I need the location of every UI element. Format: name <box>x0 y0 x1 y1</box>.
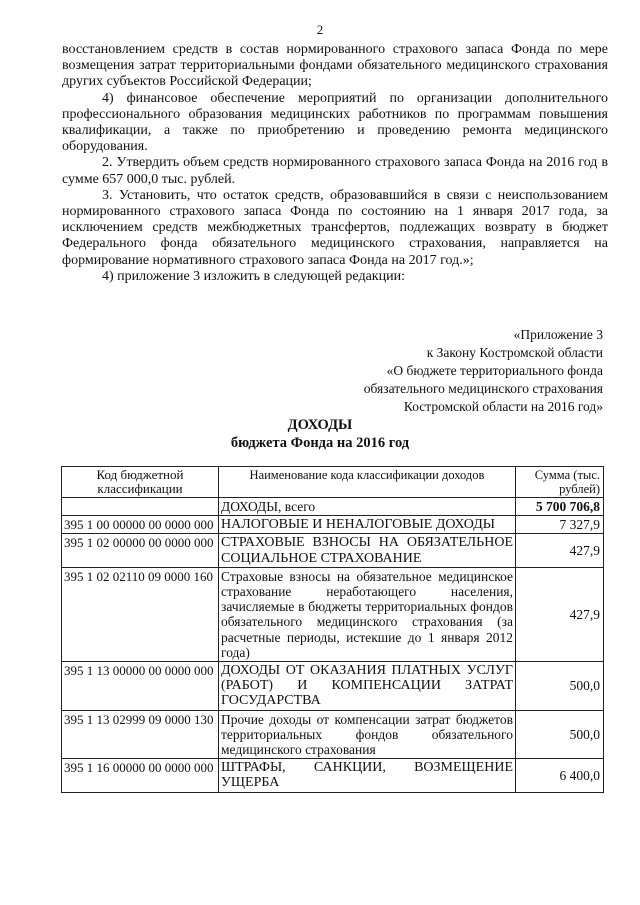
appendix-reference <box>303 326 603 416</box>
appendix-line: к Закону Костромской области <box>426 345 603 360</box>
appendix-line: Костромской области на 2016 год» <box>403 399 603 414</box>
table-row-total <box>62 498 604 516</box>
cell-code: 395 1 00 00000 00 0000 000 <box>62 516 219 534</box>
cell-sum: 427,9 <box>516 567 604 661</box>
cell-sum: 500,0 <box>516 662 604 711</box>
header-sum: Сумма (тыс. рублей) <box>516 467 604 498</box>
cell-sum: 500,0 <box>516 710 604 759</box>
cell-code: 395 1 13 02999 09 0000 130 <box>62 710 219 759</box>
document-body <box>62 42 608 285</box>
paragraph-clause-2: 2. Утвердить объем средств нормированного страхового запаса Фонда на 2016 год в сумме 657 000,0 тыс. рублей. <box>62 155 608 187</box>
paragraph-clause-3: 3. Установить, что остаток средств, образовавшийся в связи с неиспользованием нормированного страхового запаса Фонда по состоянию на 1 января 2017 года, за исключением средств межбюджетных трансфертов, подлежащих возврату в бюджет Федерального фонда обязательного медицинского страхования, направляется на формирование нормативного страхового запаса Фонда на 2017 год.»; <box>62 187 608 268</box>
cell-name: ДОХОДЫ ОТ ОКАЗАНИЯ ПЛАТНЫХ УСЛУГ (РАБОТ) И КОМПЕНСАЦИИ ЗАТРАТ ГОСУДАРСТВА <box>219 662 516 711</box>
cell-name: НАЛОГОВЫЕ И НЕНАЛОГОВЫЕ ДОХОДЫ <box>219 516 516 534</box>
cell-code: 395 1 13 00000 00 0000 000 <box>62 662 219 711</box>
appendix-line: «О бюджете территориального фонда <box>386 363 603 378</box>
paragraph-continuation: восстановлением средств в состав нормированного страхового запаса Фонда по мере возмещения затрат территориальными фондами обязательного медицинского страхования других субъектов Российской Федерации; <box>62 42 608 90</box>
page-number: 2 <box>316 22 324 37</box>
cell-sum: 427,9 <box>516 534 604 567</box>
cell-name: СТРАХОВЫЕ ВЗНОСЫ НА ОБЯЗАТЕЛЬНОЕ СОЦИАЛЬНОЕ СТРАХОВАНИЕ <box>219 534 516 567</box>
paragraph-appendix-intro: 4) приложение 3 изложить в следующей редакции: <box>102 268 405 284</box>
table-row <box>62 759 604 792</box>
table-header-row <box>62 467 604 498</box>
cell-sum: 7 327,9 <box>516 516 604 534</box>
cell-name: Прочие доходы от компенсации затрат бюджетов территориальных фондов обязательного медицинского страхования <box>219 710 516 759</box>
title-line: бюджета Фонда на 2016 год <box>230 435 410 451</box>
cell-code <box>62 498 219 516</box>
table-row <box>62 662 604 711</box>
cell-name: ДОХОДЫ, всего <box>219 498 516 516</box>
table-title <box>0 416 640 452</box>
table-row <box>62 567 604 661</box>
appendix-line: «Приложение 3 <box>513 327 603 342</box>
table-row <box>62 710 604 759</box>
paragraph-item-4: 4) финансовое обеспечение мероприятий по организации дополнительного профессионального образования медицинских работников по программам повышения квалификации, а также по приобретению и проведению ремонта медицинского оборудования. <box>62 90 608 155</box>
cell-name: ШТРАФЫ, САНКЦИИ, ВОЗМЕЩЕНИЕ УЩЕРБА <box>219 759 516 792</box>
header-code: Код бюджетной классификации <box>62 467 219 498</box>
cell-name: Страховые взносы на обязательное медицинское страхование неработающего населения, зачисляемые в бюджеты территориальных фондов обязательного медицинского страхования (за расчетные периоды, истекшие до 1 января 2012 года) <box>219 567 516 661</box>
header-name: Наименование кода классификации доходов <box>219 467 516 498</box>
cell-code: 395 1 02 00000 00 0000 000 <box>62 534 219 567</box>
table-row <box>62 516 604 534</box>
income-table <box>61 466 604 793</box>
cell-sum: 6 400,0 <box>516 759 604 792</box>
title-line: ДОХОДЫ <box>287 417 353 433</box>
cell-code: 395 1 02 02110 09 0000 160 <box>62 567 219 661</box>
table-row <box>62 534 604 567</box>
cell-code: 395 1 16 00000 00 0000 000 <box>62 759 219 792</box>
appendix-line: обязательного медицинского страхования <box>363 381 603 396</box>
cell-sum: 5 700 706,8 <box>516 498 604 516</box>
